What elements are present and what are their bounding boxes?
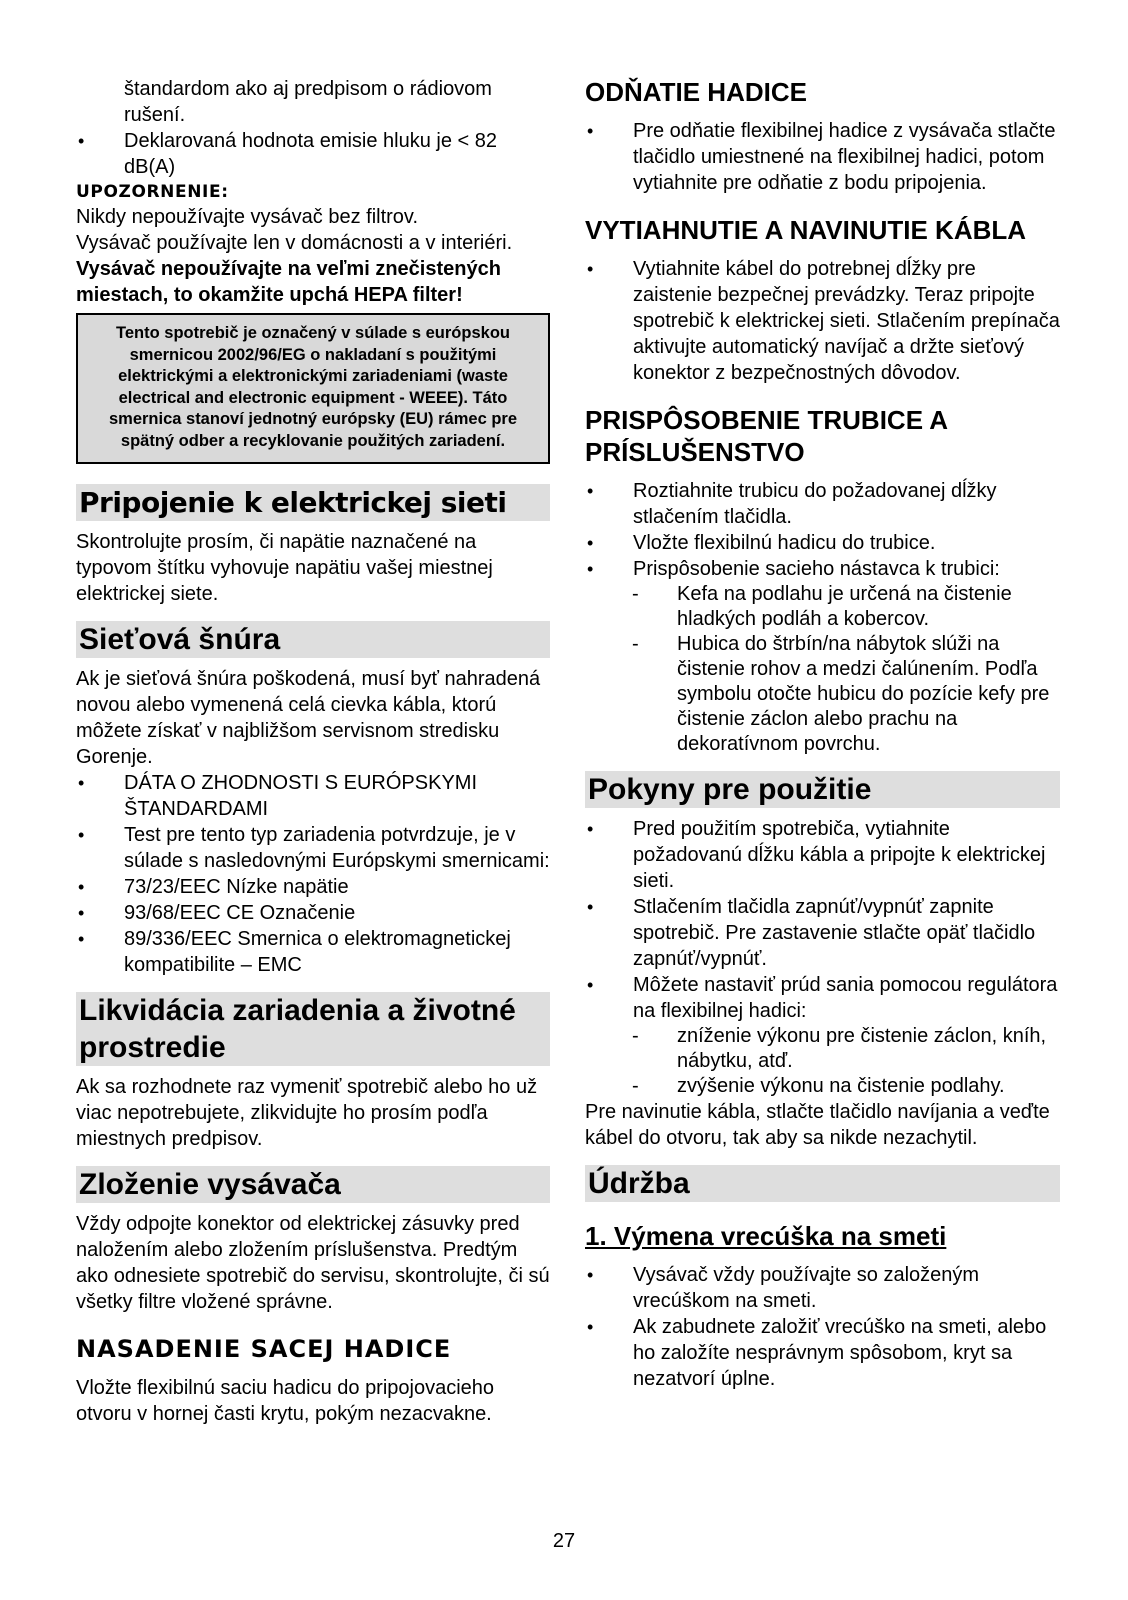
usage-list <box>585 816 1060 1024</box>
usage-sub-list <box>585 1024 1060 1099</box>
subsection-heading: 1. Výmena vrecúška na smeti <box>585 1221 947 1251</box>
list-item: • 93/68/EEC CE Označenie <box>76 900 550 926</box>
warning-label: UPOZORNENIE: <box>76 182 229 202</box>
list-item: • Ak zabudnete založiť vrecúško na smeti, alebo ho založíte nesprávnym spôsobom, kryt sa nezatvorí úplne. <box>585 1314 1060 1392</box>
list-item: • Pre odňatie flexibilnej hadice z vysávača stlačte tlačidlo umiestnené na flexibilnej hadici, potom vytiahnite pre odňatie z bodu pripojenia. <box>585 118 1060 196</box>
bag-list <box>585 1262 1060 1392</box>
warning-line: Nikdy nepoužívajte vysávač bez filtrov. <box>76 206 419 228</box>
section-heading: Likvidácia zariadenia a životné prostredie <box>76 992 550 1066</box>
list-item: - Kefa na podlahu je určená na čistenie hladkých podláh a kobercov. <box>585 582 1060 632</box>
list-item: • Pred použitím spotrebiča, vytiahnite požadovanú dĺžku kábla a pripojte k elektrickej sieti. <box>585 816 1060 894</box>
list-item: • Test pre tento typ zariadenia potvrdzuje, je v súlade s nasledovnými Európskymi smernicami: <box>76 822 550 874</box>
subsection-heading: ODŇATIE HADICE <box>585 77 807 107</box>
left-column <box>76 76 550 1427</box>
paragraph: Pre navinutie kábla, stlačte tlačidlo navíjania a veďte kábel do otvoru, tak aby sa nikde nezachytil. <box>585 1101 1050 1149</box>
weee-notice: Tento spotrebič je označený v súlade s európskou smernicou 2002/96/EG o nakladaní s použitými elektrickými a elektronickými zariadeniami (waste electrical and electronic equipment - WEEE). Táto smernica stanoví jednotný európsky (EU) rámec pre spätný odber a recyklovanie použitých zariadení. <box>76 313 550 464</box>
subsection-heading: VYTIAHNUTIE A NAVINUTIE KÁBLA <box>585 215 1027 245</box>
paragraph: Skontrolujte prosím, či napätie naznačené na typovom štítku vyhovuje napätiu vašej miestnej elektrickej siete. <box>76 531 493 605</box>
list-item: • 89/336/EEC Smernica o elektromagnetickej kompatibilite – EMC <box>76 926 550 978</box>
list-item: - Hubica do štrbín/na nábytok slúži na čistenie rohov a medzi čalúnením. Podľa symbolu otočte hubicu do pozície kefy pre čistenie záclon alebo prachu na dekoratívnom povrchu. <box>585 632 1060 757</box>
list-item: • DÁTA O ZHODNOSTI S EURÓPSKYMI ŠTANDARDAMI <box>76 770 550 822</box>
list-item: • Môžete nastaviť prúd sania pomocou regulátora na flexibilnej hadici: <box>585 972 1060 1024</box>
right-column <box>585 76 1060 1392</box>
list-item: - zvýšenie výkonu na čistenie podlahy. <box>585 1074 1060 1099</box>
conformity-list <box>76 770 550 978</box>
list-item: • 73/23/EEC Nízke napätie <box>76 874 550 900</box>
noise-list <box>76 128 550 180</box>
paragraph: Vložte flexibilnú saciu hadicu do pripojovacieho otvoru v hornej časti krytu, pokým nezacvakne. <box>76 1377 495 1425</box>
list-item: • Vložte flexibilnú hadicu do trubice. <box>585 530 1060 556</box>
list-item: • Vysávač vždy používajte so založeným vrecúškom na smeti. <box>585 1262 1060 1314</box>
list-item: • Deklarovaná hodnota emisie hluku je < 82 dB(A) <box>76 128 550 180</box>
cable-list <box>585 256 1060 386</box>
page-number: 27 <box>552 1530 576 1552</box>
list-item: • Roztiahnite trubicu do požadovanej dĺžky stlačením tlačidla. <box>585 478 1060 530</box>
subsection-heading: NASADENIE SACEJ HADICE <box>76 1335 452 1363</box>
paragraph: Ak je sieťová šnúra poškodená, musí byť nahradená novou alebo vymenená celá cievka kábla, ktorú môžete získať v najbližšom servisnom stredisku Gorenje. <box>76 668 541 768</box>
section-heading: Zloženie vysávača <box>76 1166 550 1203</box>
paragraph: Ak sa rozhodnete raz vymeniť spotrebič alebo ho už viac nepotrebujete, zlikvidujte ho prosím podľa miestnych predpisov. <box>76 1076 538 1150</box>
intro-continuation: štandardom ako aj predpisom o rádiovom rušení. <box>124 78 492 126</box>
section-heading: Pokyny pre použitie <box>585 771 1060 808</box>
list-item: • Stlačením tlačidla zapnúť/vypnúť zapnite spotrebič. Pre zastavenie stlačte opäť tlačidlo zapnúť/vypnúť. <box>585 894 1060 972</box>
section-heading: Údržba <box>585 1165 1060 1202</box>
hose-remove-list <box>585 118 1060 196</box>
tube-list <box>585 478 1060 582</box>
subsection-heading: PRISPÔSOBENIE TRUBICE A PRÍSLUŠENSTVO <box>585 405 948 467</box>
section-heading: Sieťová šnúra <box>76 621 550 658</box>
warning-bold: Vysávač nepoužívajte na veľmi znečistených miestach, to okamžite upchá HEPA filter! <box>76 258 501 306</box>
tube-sub-list <box>585 582 1060 757</box>
list-item: • Prispôsobenie sacieho nástavca k trubici: <box>585 556 1060 582</box>
section-heading: Pripojenie k elektrickej sieti <box>76 484 550 521</box>
paragraph: Vždy odpojte konektor od elektrickej zásuvky pred naložením alebo zložením príslušenstva. Predtým ako odnesiete spotrebič do servisu, skontrolujte, či sú všetky filtre vložené správne. <box>76 1213 550 1313</box>
list-item: • Vytiahnite kábel do potrebnej dĺžky pre zaistenie bezpečnej prevádzky. Teraz pripojte spotrebič k elektrickej sieti. Stlačením prepínača aktivujte automatický navíjač a držte sieťový konektor z bezpečnostných dôvodov. <box>585 256 1060 386</box>
list-item: - zníženie výkonu pre čistenie záclon, kníh, nábytku, atď. <box>585 1024 1060 1074</box>
warning-line: Vysávač používajte len v domácnosti a v interiéri. <box>76 232 513 254</box>
